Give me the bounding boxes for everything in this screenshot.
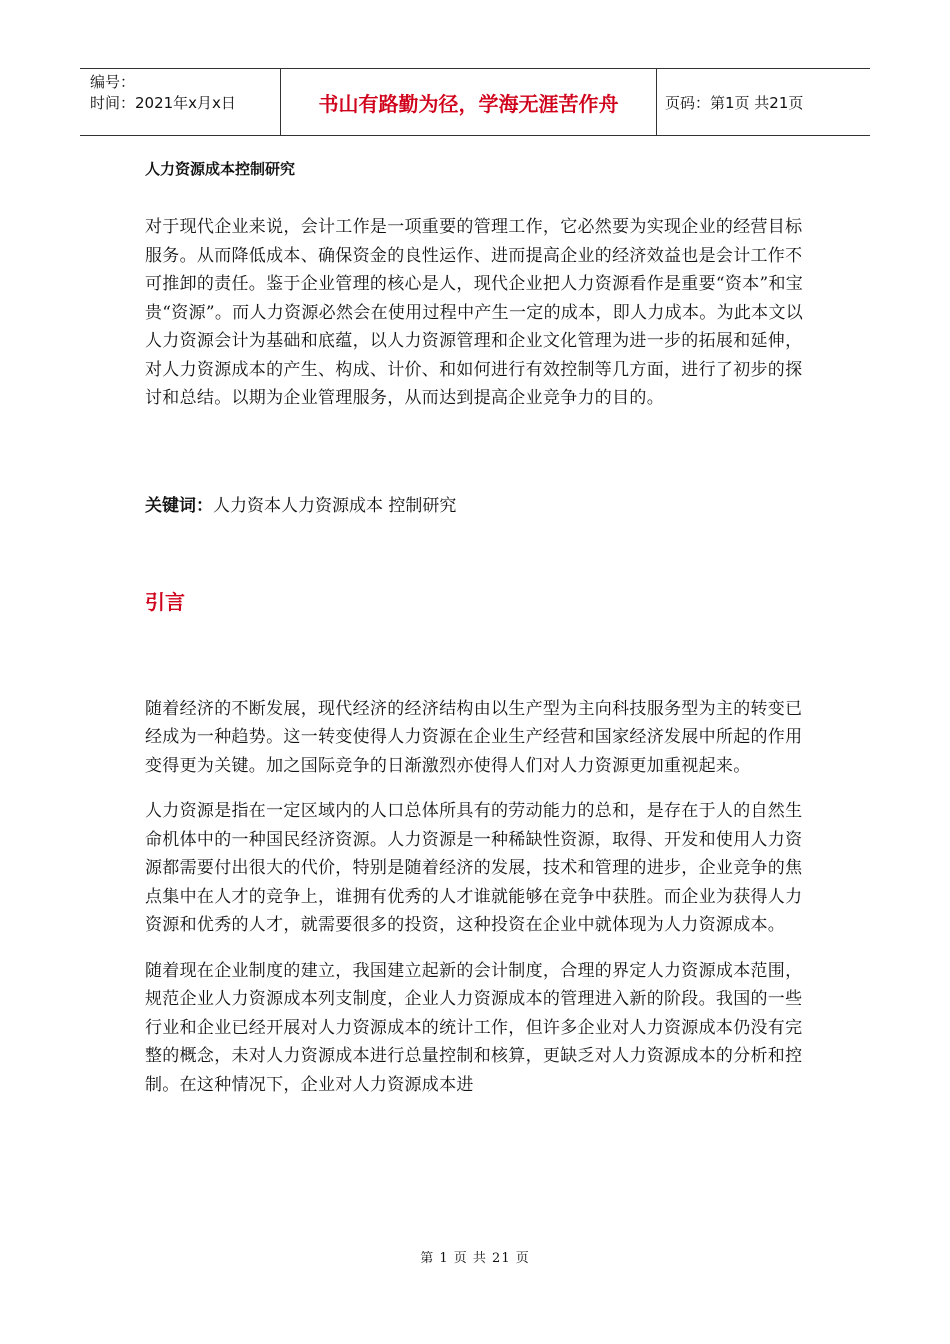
header-meta [80,69,281,135]
abstract-paragraph: 对于现代企业来说，会计工作是一项重要的管理工作，它必然要为实现企业的经营目标服务。从而降低成本、确保资金的良性运作、进而提高企业的经济效益也是会计工作不可推卸的责任。鉴于企业管理的核心是人，现代企业把人力资源看作是重要“资本”和宝贵“资源”。而人力资源必然会在使用过程中产生一定的成本，即人力成本。为此本文以人力资源会计为基础和底蕴，以人力资源管理和企业文化管理为进一步的拓展和延伸，对人力资源成本的产生、构成、计价、和如何进行有效控制等几方面，进行了初步的探讨和总结。以期为企业管理服务，从而达到提高企业竞争力的目的。 [145,217,804,408]
page-header [80,68,870,136]
keywords-label: 关键词： [145,495,213,516]
keywords-value: 人力资本人力资源成本 控制研究 [213,495,457,516]
header-motto: 书山有路勤为径，学海无涯苦作舟 [281,69,657,135]
body-paragraph: 随着经济的不断发展，现代经济的经济结构由以生产型为主向科技服务型为主的转变已经成为一种趋势。这一转变使得人力资源在企业生产经营和国家经济发展中所起的作用变得更为关键。加之国际竞争的日渐激烈亦使得人们对人力资源更加重视起来。 [145,698,803,776]
document-title: 人力资源成本控制研究 [145,160,296,178]
body-paragraph: 人力资源是指在一定区域内的人口总体所具有的劳动能力的总和，是存在于人的自然生命机体中的一种国民经济资源。人力资源是一种稀缺性资源，取得、开发和使用人力资源都需要付出很大的代价，特别是随着经济的发展，技术和管理的进步，企业竞争的焦点集中在人才的竞争上，谁拥有优秀的人才谁就能够在竞争中获胜。而企业为获得人力资源和优秀的人才，就需要很多的投资，这种投资在企业中就体现为人力资源成本。 [145,801,803,935]
header-page-info: 页码：第1页 共21页 [665,93,804,112]
keywords-line [145,491,805,516]
body-paragraph: 随着现在企业制度的建立，我国建立起新的会计制度，合理的界定人力资源成本范围，规范企业人力资源成本列支制度，企业人力资源成本的管理进入新的阶段。我国的一些行业和企业已经开展对人力资源成本的统计工作，但许多企业对人力资源成本仍没有完整的概念，未对人力资源成本进行总量控制和核算，更缺乏对人力资源成本的分析和控制。在这种情况下，企业对人力资源成本进 [145,960,803,1095]
page-footer: 第 1 页 共 21 页 [420,1251,530,1266]
document-body [145,158,805,1099]
number-label: 编号： [90,73,136,91]
time-label: 时间：2021年x月x日 [90,94,236,112]
section-heading: 引言 [145,589,185,614]
